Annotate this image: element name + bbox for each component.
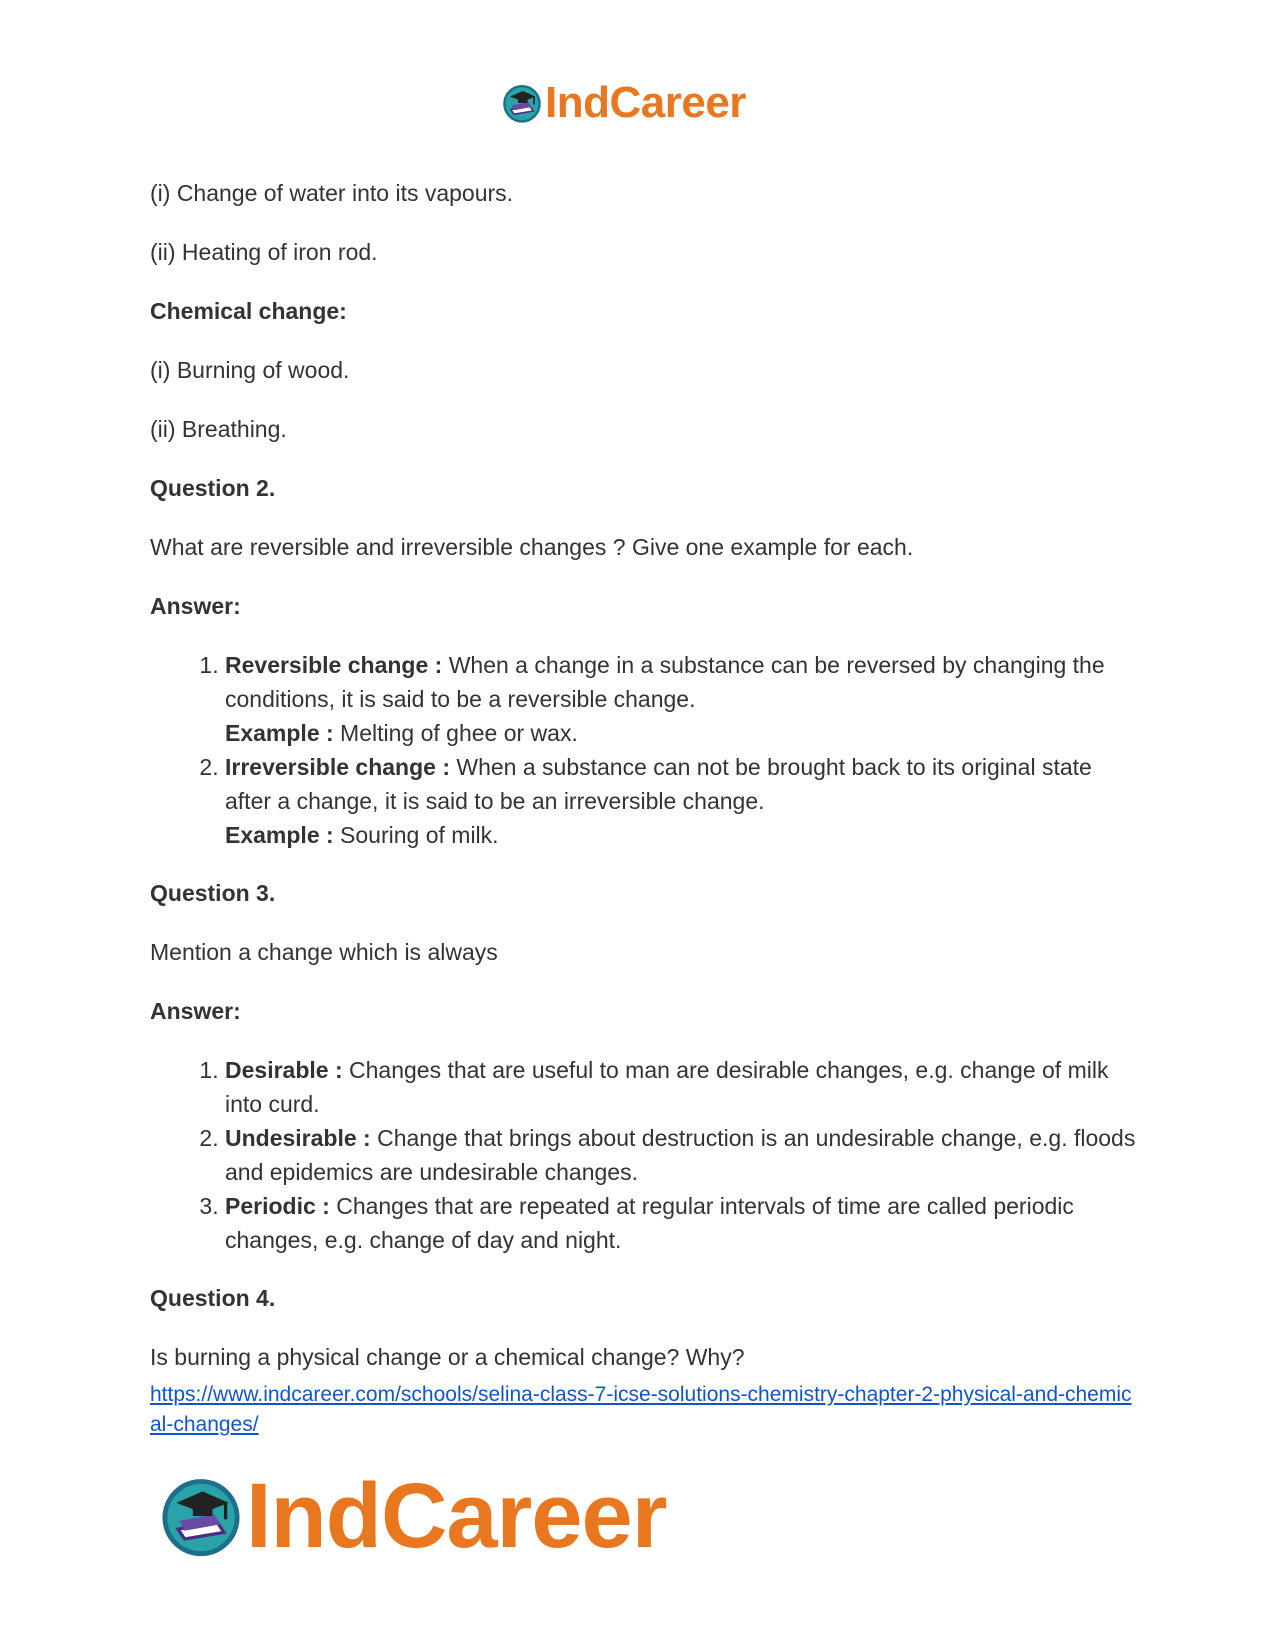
list-item [225, 648, 1140, 750]
term-label: Periodic : [225, 1193, 330, 1219]
question-3-text: Mention a change which is always [150, 939, 498, 965]
question-3-heading: Question 3. [150, 880, 276, 906]
term-definition: Changes that are useful to man are desirable changes, e.g. change of milk into curd. [225, 1057, 1109, 1117]
chemical-change-heading: Chemical change: [150, 298, 347, 324]
term-definition: Changes that are repeated at regular intervals of time are called periodic changes, e.g. change of day and night. [225, 1193, 1074, 1253]
term-label: Undesirable : [225, 1125, 371, 1151]
question-2-answer-label: Answer: [150, 593, 241, 619]
example-text: Melting of ghee or wax. [333, 720, 578, 746]
graduation-cap-book-globe-icon [160, 1475, 242, 1557]
question-2-text: What are reversible and irreversible changes ? Give one example for each. [150, 534, 914, 560]
question-4-heading: Question 4. [150, 1285, 276, 1311]
example-label: Example : [225, 720, 334, 746]
term-label: Reversible change : [225, 652, 443, 678]
chemical-item-2: (ii) Breathing. [150, 416, 287, 442]
list-item [225, 1189, 1140, 1257]
example-label: Example : [225, 822, 334, 848]
list-item [225, 750, 1140, 852]
term-label: Desirable : [225, 1057, 343, 1083]
physical-item-2: (ii) Heating of iron rod. [150, 239, 378, 265]
chemical-item-1: (i) Burning of wood. [150, 357, 350, 383]
term-definition: Change that brings about destruction is an undesirable change, e.g. floods and epidemics are undesirable changes. [225, 1125, 1136, 1185]
example-text: Souring of milk. [333, 822, 499, 848]
graduation-cap-book-globe-icon [502, 83, 542, 123]
header-logo [502, 78, 746, 128]
physical-item-1: (i) Change of water into its vapours. [150, 180, 514, 206]
question-2-answer-list [150, 648, 1140, 852]
question-3-answer-label: Answer: [150, 998, 241, 1024]
term-definition: When a substance can not be brought back to its original state after a change, it is said to be an irreversible change. [225, 754, 1092, 814]
logo-text: IndCareer [545, 78, 746, 127]
question-3-answer-list [150, 1053, 1140, 1257]
list-item [225, 1053, 1140, 1121]
document-body [150, 176, 1140, 1440]
term-label: Irreversible change : [225, 754, 450, 780]
footer-logo [160, 1465, 667, 1567]
question-2-heading: Question 2. [150, 475, 276, 501]
source-link[interactable]: https://www.indcareer.com/schools/selina-class-7-icse-solutions-chemistry-chapter-2-physical-and-chemical-changes/ [150, 1383, 1132, 1436]
list-item [225, 1121, 1140, 1189]
term-definition: When a change in a substance can be reversed by changing the conditions, it is said to be a reversible change. [225, 652, 1105, 712]
logo-text: IndCareer [246, 1465, 667, 1567]
question-4-text: Is burning a physical change or a chemical change? Why? [150, 1344, 745, 1370]
